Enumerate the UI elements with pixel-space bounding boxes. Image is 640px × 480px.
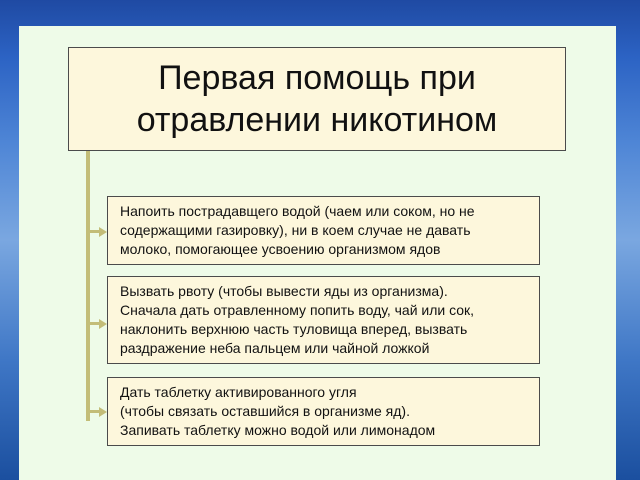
connector-line bbox=[86, 151, 90, 421]
arrow-right-icon bbox=[99, 227, 107, 237]
step-2-line-4: раздражение неба пальцем или чайной ложкой bbox=[120, 340, 430, 356]
step-box-3 bbox=[107, 377, 540, 446]
arrow-right-icon bbox=[99, 407, 107, 417]
step-3-line-1: Дать таблетку активированного угля bbox=[120, 384, 357, 400]
arrow-right-icon bbox=[99, 319, 107, 329]
step-2-line-3: наклонить верхнюю часть туловища вперед, вызвать bbox=[120, 321, 468, 337]
step-1-line-3: молоко, помогающее усвоению организмом ядов bbox=[120, 241, 441, 257]
page-title bbox=[68, 47, 566, 151]
step-box-1 bbox=[107, 196, 540, 265]
step-box-2 bbox=[107, 276, 540, 364]
step-2-line-1: Вызвать рвоту (чтобы вывести яды из организма). bbox=[120, 283, 448, 299]
step-1-line-1: Напоить пострадавщего водой (чаем или соком, но не bbox=[120, 203, 475, 219]
step-2-line-2: Сначала дать отравленному попить воду, чай или сок, bbox=[120, 302, 475, 318]
title-line-1: Первая помощь при bbox=[158, 59, 476, 97]
title-line-2: отравлении никотином bbox=[136, 101, 498, 139]
step-1-line-2: содержащими газировку), ни в коем случае не давать bbox=[120, 222, 471, 238]
step-3-line-3: Запивать таблетку можно водой или лимонадом bbox=[120, 422, 436, 438]
step-3-line-2: (чтобы связать оставшийся в организме яд). bbox=[120, 403, 410, 419]
